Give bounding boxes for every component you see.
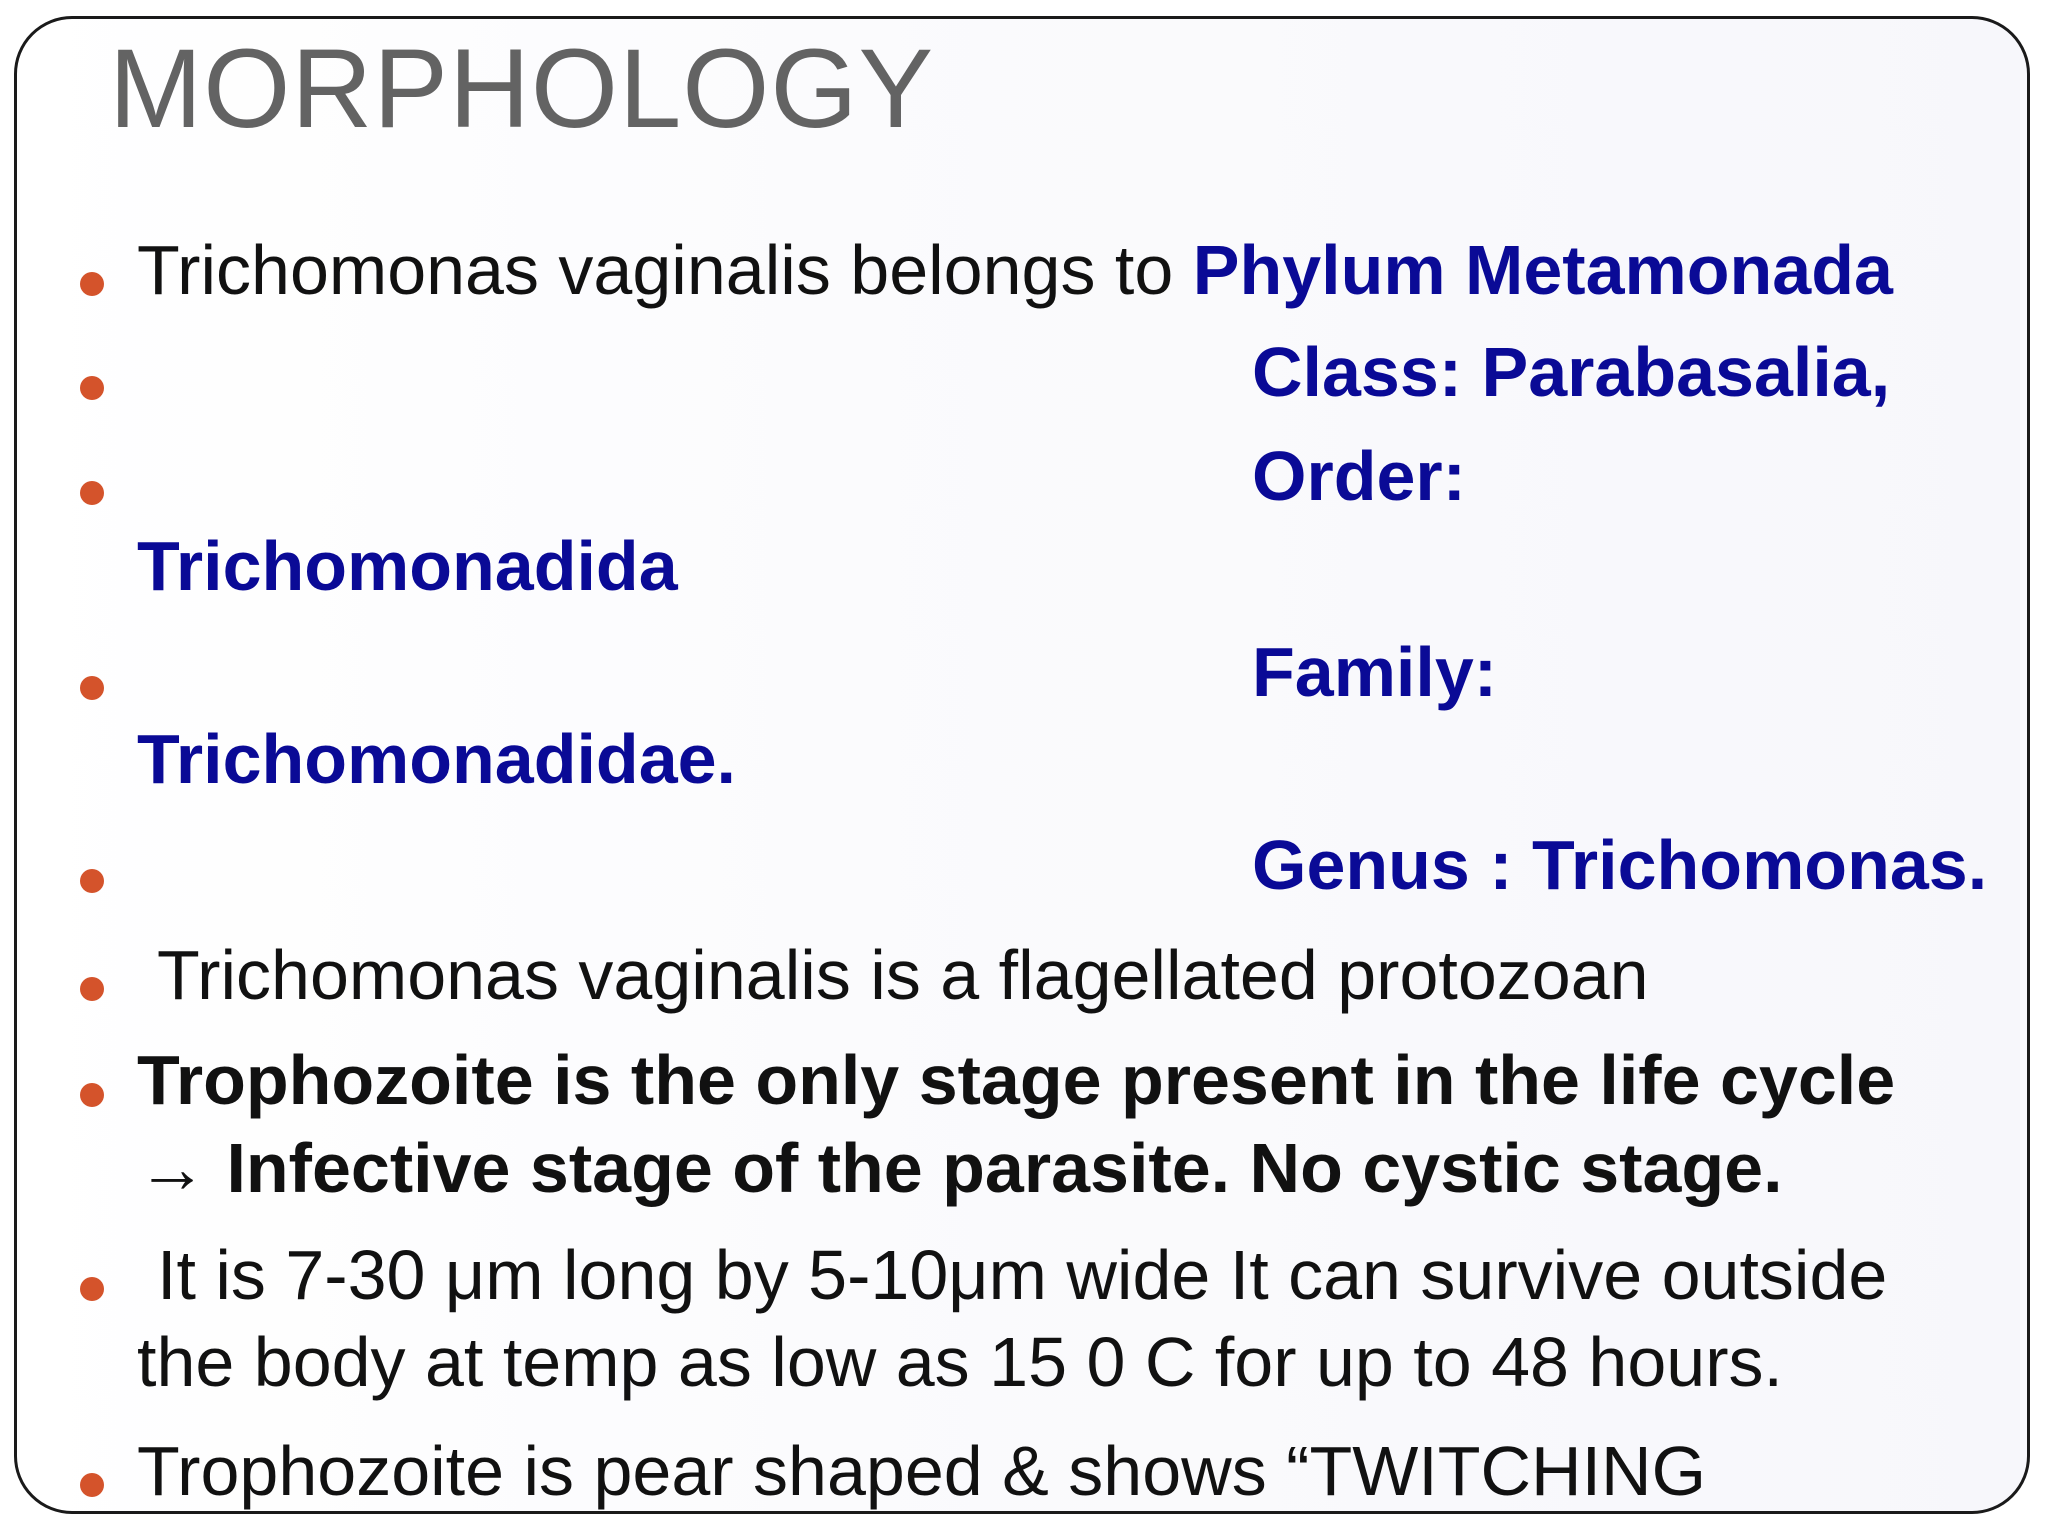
circle-bullet-icon <box>80 869 104 893</box>
infective-stage-text: Infective stage of the parasite. No cystic stage. <box>207 1129 1783 1207</box>
circle-bullet-icon <box>80 676 104 700</box>
circle-bullet-icon <box>80 1277 104 1301</box>
circle-bullet-icon <box>80 977 104 1001</box>
family-name: Trichomonadidae. <box>137 720 736 798</box>
trophozoite-stage-line2 <box>137 1129 1783 1207</box>
order-taxon: Order: <box>1252 437 1466 515</box>
trophozoite-stage-line1: Trophozoite is the only stage present in the life cycle <box>137 1041 1896 1119</box>
slide-frame <box>14 16 2030 1514</box>
phylum-prefix: Trichomonas vaginalis belongs to <box>137 231 1193 309</box>
class-taxon: Class: Parabasalia, <box>1252 333 1891 411</box>
phylum-taxon: Phylum Metamonada <box>1192 231 1893 309</box>
circle-bullet-icon <box>80 272 104 296</box>
circle-bullet-icon <box>80 1083 104 1107</box>
size-line2: the body at temp as low as 15 0 C for up to 48 hours. <box>137 1323 1783 1401</box>
pear-line1: Trophozoite is pear shaped & shows “TWITCHING <box>137 1432 1707 1510</box>
genus-taxon: Genus : Trichomonas. <box>1252 826 1988 904</box>
family-taxon: Family: <box>1252 633 1498 711</box>
size-line1: It is 7-30 μm long by 5-10μm wide It can survive outside <box>157 1236 1888 1314</box>
circle-bullet-icon <box>80 376 104 400</box>
circle-bullet-icon <box>80 1473 104 1497</box>
right-arrow-icon: → <box>137 1129 207 1207</box>
order-name: Trichomonadida <box>137 527 678 605</box>
bullet-phylum <box>137 231 1893 309</box>
circle-bullet-icon <box>80 481 104 505</box>
slide-title: MORPHOLOGY <box>109 26 935 151</box>
flagellated-text: Trichomonas vaginalis is a flagellated protozoan <box>157 936 1649 1014</box>
